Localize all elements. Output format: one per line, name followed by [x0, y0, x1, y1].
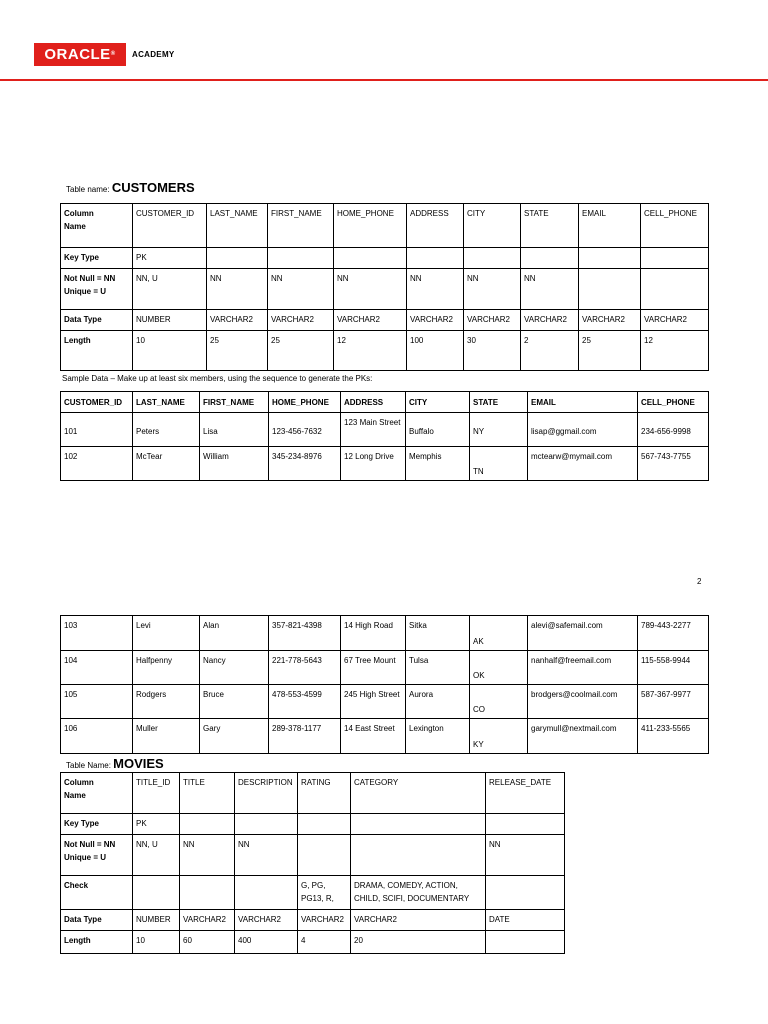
table-cell: 221-778-5643 — [269, 651, 341, 685]
table-cell — [133, 876, 180, 910]
table-cell: 400 — [235, 931, 298, 954]
table-cell: 478-553-4599 — [269, 685, 341, 719]
table-cell: 789-443-2277 — [638, 616, 709, 651]
movies-definition-table — [60, 772, 565, 954]
table-cell: VARCHAR2 — [334, 310, 407, 331]
table-cell: Memphis — [406, 447, 470, 481]
table-cell: AK — [470, 616, 528, 651]
table-cell: nanhalf@freemail.com — [528, 651, 638, 685]
table-cell: Nancy — [200, 651, 269, 685]
table-cell: Levi — [133, 616, 200, 651]
table-cell: NN, U — [133, 835, 180, 876]
table-cell: DATE — [486, 910, 565, 931]
column-header: HOME_PHONE — [269, 392, 341, 413]
table-cell: Lexington — [406, 719, 470, 754]
table-cell: NN — [180, 835, 235, 876]
table-cell: 14 High Road — [341, 616, 406, 651]
table-cell: 105 — [61, 685, 133, 719]
row-label: Column Name — [61, 773, 133, 814]
table-cell: PK — [133, 248, 207, 269]
column-name-row — [61, 204, 709, 248]
table-cell: 289-378-1177 — [269, 719, 341, 754]
table-cell: NUMBER — [133, 910, 180, 931]
row-label: Key Type — [61, 248, 133, 269]
table-cell: 14 East Street — [341, 719, 406, 754]
table-cell — [334, 248, 407, 269]
table-cell: Tulsa — [406, 651, 470, 685]
table-cell: HOME_PHONE — [334, 204, 407, 248]
header-row — [61, 392, 709, 413]
row-label: Length — [61, 931, 133, 954]
customers-data-table-continued — [60, 615, 709, 754]
column-header: CELL_PHONE — [638, 392, 709, 413]
table-cell: G, PG, PG13, R, — [298, 876, 351, 910]
table-cell: KY — [470, 719, 528, 754]
movies-caption — [66, 756, 164, 771]
table-row — [61, 616, 709, 651]
table-cell: VARCHAR2 — [521, 310, 579, 331]
table-cell: 123-456-7632 — [269, 413, 341, 447]
table-cell — [579, 269, 641, 310]
table-cell — [235, 876, 298, 910]
table-cell: NN — [334, 269, 407, 310]
row-label: Data Type — [61, 910, 133, 931]
row-label: Length — [61, 331, 133, 371]
column-header: STATE — [470, 392, 528, 413]
table-cell — [298, 814, 351, 835]
table-row — [61, 413, 709, 447]
caption-prefix: Table Name: — [66, 761, 111, 770]
customers-caption — [66, 180, 195, 195]
table-cell — [486, 814, 565, 835]
length-row — [61, 931, 565, 954]
table-cell: CITY — [464, 204, 521, 248]
table-cell: 60 — [180, 931, 235, 954]
table-cell: Aurora — [406, 685, 470, 719]
table-row — [61, 685, 709, 719]
table-cell — [180, 876, 235, 910]
table-cell: STATE — [521, 204, 579, 248]
table-cell: DESCRIPTION — [235, 773, 298, 814]
table-cell: OK — [470, 651, 528, 685]
table-cell: 4 — [298, 931, 351, 954]
table-cell: VARCHAR2 — [207, 310, 268, 331]
customers-definition-table — [60, 203, 709, 371]
table-cell: 12 Long Drive — [341, 447, 406, 481]
table-cell: CATEGORY — [351, 773, 486, 814]
table-cell — [486, 876, 565, 910]
table-cell: VARCHAR2 — [351, 910, 486, 931]
table-cell: 100 — [407, 331, 464, 371]
table-cell: lisap@ggmail.com — [528, 413, 638, 447]
table-cell: 12 — [334, 331, 407, 371]
table-cell: 567-743-7755 — [638, 447, 709, 481]
header-divider — [0, 79, 768, 81]
table-cell: ADDRESS — [407, 204, 464, 248]
caption-table-name: MOVIES — [113, 756, 164, 771]
column-header: CUSTOMER_ID — [61, 392, 133, 413]
row-label: Not Null = NN Unique = U — [61, 835, 133, 876]
table-cell: mctearw@mymail.com — [528, 447, 638, 481]
table-cell: 10 — [133, 331, 207, 371]
table-cell: NN — [207, 269, 268, 310]
sample-data-note: Sample Data – Make up at least six members, using the sequence to generate the PKs: — [62, 374, 373, 383]
table-cell — [464, 248, 521, 269]
table-cell: NUMBER — [133, 310, 207, 331]
table-cell: Halfpenny — [133, 651, 200, 685]
table-cell: NN — [486, 835, 565, 876]
table-cell: 104 — [61, 651, 133, 685]
table-cell: 102 — [61, 447, 133, 481]
table-cell: 67 Tree Mount — [341, 651, 406, 685]
table-row — [61, 719, 709, 754]
data-type-row — [61, 310, 709, 331]
table-cell: VARCHAR2 — [579, 310, 641, 331]
row-label: Check — [61, 876, 133, 910]
table-cell: 103 — [61, 616, 133, 651]
table-cell: alevi@safemail.com — [528, 616, 638, 651]
table-cell — [486, 931, 565, 954]
academy-label: ACADEMY — [132, 50, 175, 59]
table-cell — [298, 835, 351, 876]
table-cell: NN — [235, 835, 298, 876]
table-cell: 25 — [579, 331, 641, 371]
table-cell: brodgers@coolmail.com — [528, 685, 638, 719]
table-cell: Bruce — [200, 685, 269, 719]
table-cell: 101 — [61, 413, 133, 447]
table-cell — [641, 248, 709, 269]
table-cell: Buffalo — [406, 413, 470, 447]
table-cell: Sitka — [406, 616, 470, 651]
table-cell: 30 — [464, 331, 521, 371]
table-cell: VARCHAR2 — [407, 310, 464, 331]
table-cell: NN, U — [133, 269, 207, 310]
table-cell: CO — [470, 685, 528, 719]
caption-prefix: Table name: — [66, 185, 110, 194]
table-cell: CUSTOMER_ID — [133, 204, 207, 248]
table-cell: 587-367-9977 — [638, 685, 709, 719]
table-cell: CELL_PHONE — [641, 204, 709, 248]
check-row — [61, 876, 565, 910]
table-cell: Gary — [200, 719, 269, 754]
table-cell: VARCHAR2 — [268, 310, 334, 331]
row-label: Key Type — [61, 814, 133, 835]
row-label: Not Null = NN Unique = U — [61, 269, 133, 310]
table-cell — [180, 814, 235, 835]
table-cell: DRAMA, COMEDY, ACTION, CHILD, SCIFI, DOCUMENTARY — [351, 876, 486, 910]
table-cell: 234-656-9998 — [638, 413, 709, 447]
table-cell: VARCHAR2 — [180, 910, 235, 931]
table-cell: TN — [470, 447, 528, 481]
table-cell: William — [200, 447, 269, 481]
table-cell — [268, 248, 334, 269]
table-cell: 25 — [207, 331, 268, 371]
table-cell: garymull@nextmail.com — [528, 719, 638, 754]
table-cell: NN — [268, 269, 334, 310]
column-header: EMAIL — [528, 392, 638, 413]
table-cell — [407, 248, 464, 269]
caption-table-name: CUSTOMERS — [111, 180, 195, 195]
data-type-row — [61, 910, 565, 931]
table-row — [61, 447, 709, 481]
table-cell: 25 — [268, 331, 334, 371]
row-label: Data Type — [61, 310, 133, 331]
table-cell — [641, 269, 709, 310]
table-cell: Rodgers — [133, 685, 200, 719]
key-type-row — [61, 248, 709, 269]
table-cell: McTear — [133, 447, 200, 481]
column-header: FIRST_NAME — [200, 392, 269, 413]
table-cell: TITLE_ID — [133, 773, 180, 814]
table-cell: VARCHAR2 — [235, 910, 298, 931]
table-cell — [351, 835, 486, 876]
table-cell: 345-234-8976 — [269, 447, 341, 481]
table-cell: 10 — [133, 931, 180, 954]
column-name-row — [61, 773, 565, 814]
table-cell: 2 — [521, 331, 579, 371]
table-cell: VARCHAR2 — [641, 310, 709, 331]
table-cell — [207, 248, 268, 269]
row-label: Column Name — [61, 204, 133, 248]
table-cell: EMAIL — [579, 204, 641, 248]
table-cell: Lisa — [200, 413, 269, 447]
column-header: CITY — [406, 392, 470, 413]
length-row — [61, 331, 709, 371]
table-cell: Alan — [200, 616, 269, 651]
table-cell: RATING — [298, 773, 351, 814]
table-cell: 123 Main Street — [341, 413, 406, 447]
table-cell: NN — [407, 269, 464, 310]
table-cell — [521, 248, 579, 269]
table-cell: 115-558-9944 — [638, 651, 709, 685]
table-cell: NN — [521, 269, 579, 310]
page-number: 2 — [697, 577, 702, 586]
table-cell: 411-233-5565 — [638, 719, 709, 754]
table-cell: VARCHAR2 — [298, 910, 351, 931]
oracle-logo: ORACLE® — [34, 43, 126, 66]
table-cell: VARCHAR2 — [464, 310, 521, 331]
table-cell: LAST_NAME — [207, 204, 268, 248]
table-cell: 106 — [61, 719, 133, 754]
customers-data-table — [60, 391, 709, 481]
table-cell: NN — [464, 269, 521, 310]
table-cell: RELEASE_DATE — [486, 773, 565, 814]
table-cell: FIRST_NAME — [268, 204, 334, 248]
key-type-row — [61, 814, 565, 835]
not-null-row — [61, 269, 709, 310]
table-cell: Peters — [133, 413, 200, 447]
table-cell: PK — [133, 814, 180, 835]
column-header: ADDRESS — [341, 392, 406, 413]
table-cell — [351, 814, 486, 835]
table-cell — [579, 248, 641, 269]
table-cell: 12 — [641, 331, 709, 371]
table-cell: Muller — [133, 719, 200, 754]
table-cell: NY — [470, 413, 528, 447]
table-cell: 245 High Street — [341, 685, 406, 719]
column-header: LAST_NAME — [133, 392, 200, 413]
table-row — [61, 651, 709, 685]
table-cell: TITLE — [180, 773, 235, 814]
not-null-row — [61, 835, 565, 876]
table-cell: 357-821-4398 — [269, 616, 341, 651]
page-header — [0, 0, 768, 82]
table-cell — [235, 814, 298, 835]
table-cell: 20 — [351, 931, 486, 954]
